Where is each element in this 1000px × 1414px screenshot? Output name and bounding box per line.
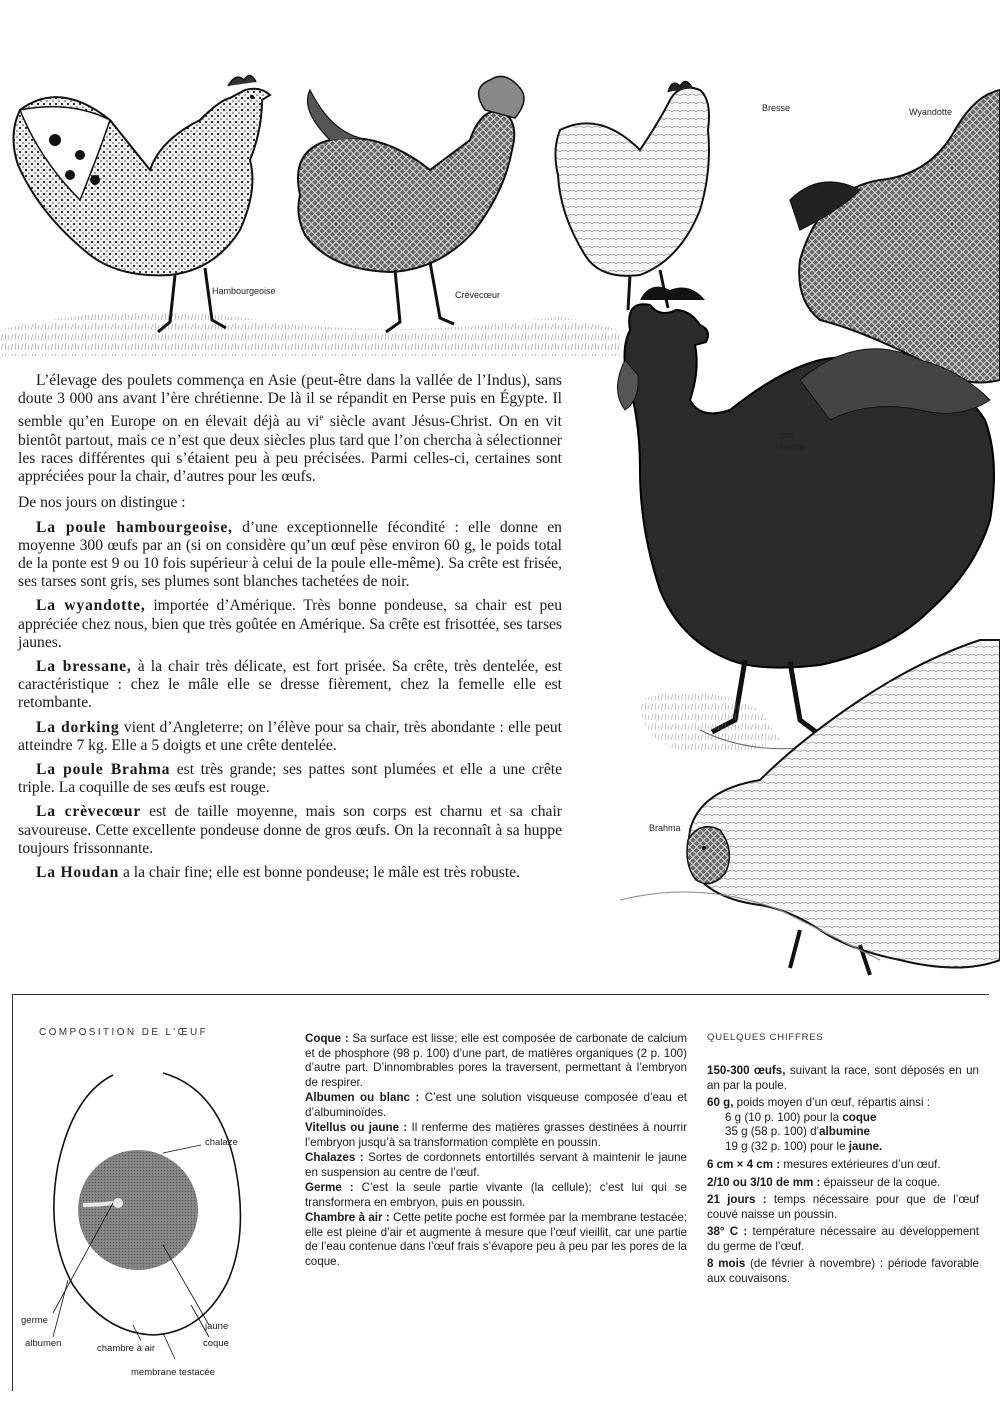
egg-label-membrane: membrane testacée: [131, 1367, 215, 1378]
label-crevecoeur: Crèvecœur: [455, 290, 501, 300]
egg-label-chalaze: chalaze: [205, 1137, 238, 1148]
egg-label-albumen: albumen: [25, 1338, 62, 1349]
figure-shell-share: 6 g (10 p. 100) pour la coque: [725, 1110, 877, 1124]
figure-brooding-period: 8 mois (de février à novembre) : période favorable aux couvaisons.: [707, 1257, 979, 1285]
egg-diagram-title: COMPOSITION DE L’ŒUF: [39, 1027, 209, 1038]
breed-wyandotte: La wyandotte, importée d’Amérique. Très bonne pondeuse, sa chair est peu appréciée chez nous, bien que très goûtée en Amérique. Sa crête est frisottée, ses tarses jaunes.: [18, 597, 562, 651]
intro-paragraph: L’élevage des poulets commença en Asie (peut-être dans la vallée de l’Indus), sans doute 3 000 ans avant l’ère chrétienne. De là il se répandit en Perse puis en Égypte. Il semble qu’en Europe on en élevait déjà au $vi^e$ siècle avant Jésus-Christ. On en vit bientôt partout, mais ce n’est que deux siècles plus tard que l’on chercha à sélectionner les races différentes qui s’étaient peu à peu précisées. Parmi celles-ci, certaines sont appréciées pour la chair, d’autres pour les œufs.: [18, 372, 562, 486]
label-houdan: Houdan: [775, 442, 807, 452]
breed-hambourgeoise: La poule hambourgeoise, d’une exceptionnelle fécondité : elle donne en moyenne 300 œufs par an (si on considère qu’un œuf pèse environ 60 g, le poids total de la ponte est 9 ou 10 fois supérieur à celui de la poule elle-même). Sa crête est frisée, ses tarses sont gris, ses plumes sont blanches tachetées de noir.: [18, 518, 562, 591]
article-text: [18, 372, 562, 888]
egg-yolk: [78, 1150, 198, 1270]
brahma-hen: [620, 640, 1000, 975]
figures-title: QUELQUES CHIFFRES: [707, 1032, 824, 1043]
figure-yolk-share: 19 g (32 p. 100) pour le jaune.: [725, 1139, 883, 1153]
figure-eggs-per-year: 150-300 œufs, suivant la race, sont déposés en un an par la poule.: [707, 1064, 980, 1092]
label-coq: coq: [780, 430, 795, 440]
egg-composition-box: [12, 994, 989, 1391]
breed-dorking: La dorking vient d’Angleterre; on l’élève pour sa chair, très abondante : elle peut atteindre 7 kg. Elle a 5 doigts et une crête dentelée.: [18, 718, 562, 754]
egg-definitions: [305, 1032, 687, 1270]
egg-germ: [83, 1203, 113, 1205]
figure-dimensions: 6 cm × 4 cm : mesures extérieures d’un œuf.: [707, 1158, 941, 1171]
figure-shell-thickness: 2/10 ou 3/10 de mm : épaisseur de la coque.: [707, 1175, 941, 1189]
breed-brahma: La poule Brahma est très grande; ses pattes sont plumées et elle a une crête triple. La coquille de ses œufs est rouge.: [18, 761, 563, 797]
label-brahma: Brahma: [649, 823, 681, 833]
egg-label-germe: germe: [21, 1315, 48, 1326]
figure-egg-weight: 60 g, poids moyen d’un œuf, répartis ainsi :: [707, 1096, 930, 1109]
def-vitellus: Vitellus ou jaune : Il renferme des matières grasses destinées à nourrir l’embryon jusqu’à sa transformation complète en poussin.: [305, 1121, 687, 1149]
label-bresse: Bresse: [762, 103, 791, 113]
def-coque: Coque : Sa surface est lisse; elle est composée de carbonate de calcium et de phosphore (98 p. 100) d’une part, de matières organiques (2 p. 100) d’autre part. D’innombrables pores la traversent, permettant à l’embryon de respirer.: [305, 1032, 687, 1089]
wyandotte-rooster: [790, 90, 1000, 383]
label-wyandotte: Wyandotte: [909, 107, 952, 117]
egg-label-coque: coque: [203, 1338, 229, 1349]
figures-list: [707, 1064, 979, 1289]
label-hambourgeoise: Hambourgeoise: [212, 286, 276, 296]
def-chambre: Chambre à air : Cette petite poche est formée par la membrane testacée; elle est pleine d’air et augmente à mesure que l’œuf vieillit, car une partie de l’eau contenue dans l’œuf frais s’évapore peu à peu par les pores de la coque.: [305, 1211, 688, 1268]
breed-houdan: La Houdan a la chair fine; elle est bonne pondeuse; le mâle est très robuste.: [36, 864, 521, 882]
egg-label-chambre: chambre à air: [97, 1343, 156, 1354]
figure-temperature: 38° C : température nécessaire au développement du germe de l’œuf.: [707, 1225, 979, 1253]
egg-label-jaune: jaune: [205, 1321, 229, 1332]
def-albumen: Albumen ou blanc : C’est une solution visqueuse composée d’eau et d’albuminoïdes.: [305, 1091, 687, 1119]
figure-albumen-share: 35 g (58 p. 100) d’albumine: [725, 1125, 871, 1138]
intro-lead: De nos jours on distingue :: [18, 494, 186, 512]
figure-incubation-time: 21 jours : temps nécessaire pour que de l’œuf couvé naisse un poussin.: [707, 1193, 979, 1221]
breed-crevecoeur: La crèvecœur est de taille moyenne, mais son corps est charnu et sa chair savoureuse. Cette excellente pondeuse donne de gros œufs. On la reconnaît à sa huppe toujours frissonnante.: [18, 803, 562, 857]
def-germe: Germe : C’est la seule partie vivante (la cellule); c’est lui qui se transformera en embryon, puis en poussin.: [305, 1181, 687, 1209]
bresse-hen: [555, 81, 709, 310]
def-chalazes: Chalazes : Sortes de cordonnets entortillés servant à maintenir le jaune en suspension au centre de l’œuf.: [305, 1151, 687, 1179]
breed-bressane: La bressane, à la chair très délicate, est fort prisée. Sa crête, très dentelée, est caractéristique : chez le mâle elle se dresse fièrement, chez la femelle elle est retombante.: [18, 658, 562, 712]
